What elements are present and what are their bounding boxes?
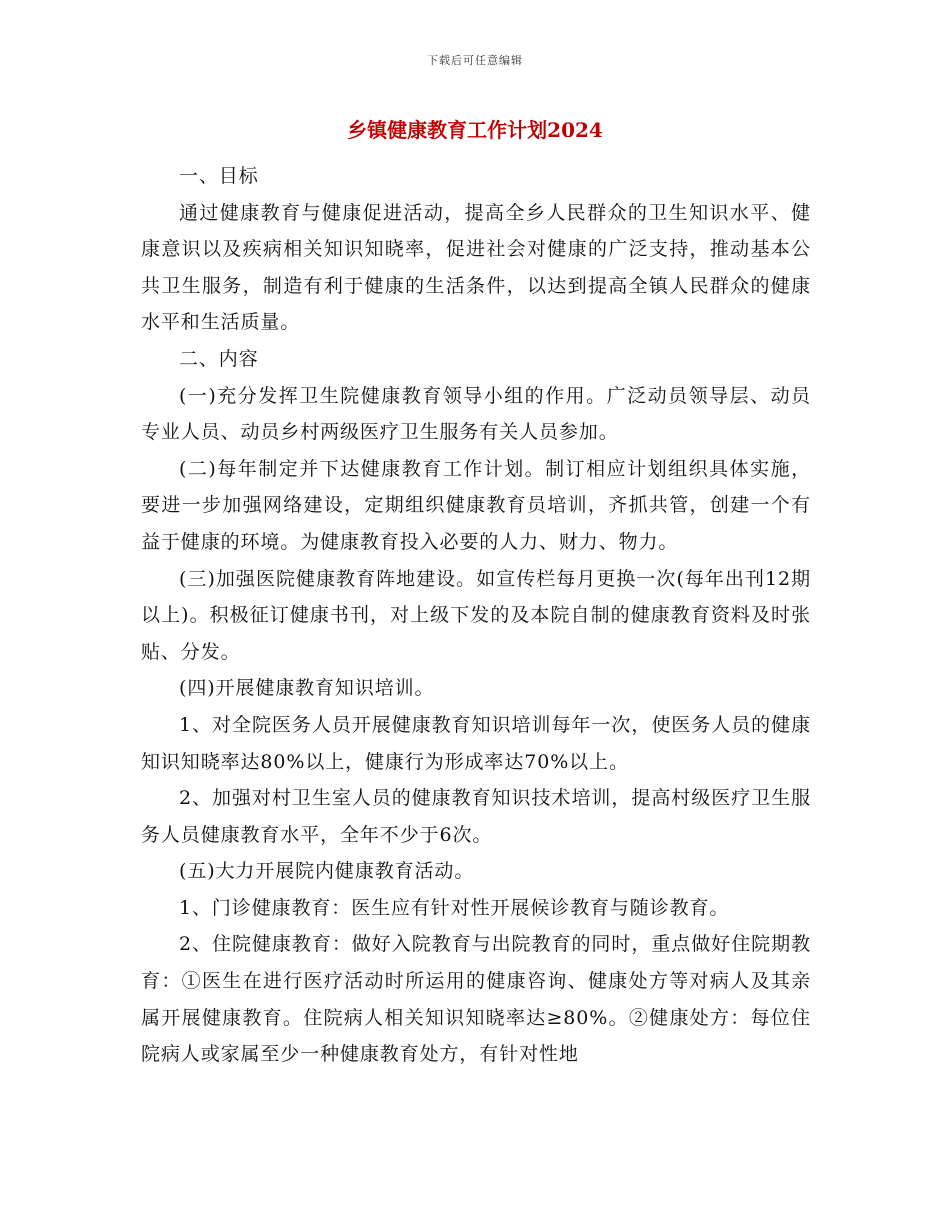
section-heading-goal: 一、目标 <box>179 165 259 187</box>
section-heading-content: 二、内容 <box>179 347 259 370</box>
document-body <box>141 158 811 1073</box>
paragraph-item-3: (三)加强医院健康教育阵地建设。如宣传栏每月更换一次(每年出刊12期以上)。积极征订健康书刊，对上级下发的及本院自制的健康教育资料及时张贴、分发。 <box>141 567 811 663</box>
paragraph-item-5: (五)大力开展院内健康教育活动。 <box>179 860 475 883</box>
paragraph-item-2: (二)每年制定并下达健康教育工作计划。制订相应计划组织具体实施，要进一步加强网络建设，定期组织健康教育员培训，齐抓共管，创建一个有益于健康的环境。为健康教育投入必要的人力、财力、物力。 <box>141 457 811 553</box>
paragraph-goal: 通过健康教育与健康促进活动，提高全乡人民群众的卫生知识水平、健康意识以及疾病相关知识知晓率，促进社会对健康的广泛支持，推动基本公共卫生服务，制造有利于健康的生活条件，以达到提高全镇人民群众的健康水平和生活质量。 <box>141 201 811 334</box>
paragraph-item-4-1: 1、对全院医务人员开展健康教育知识培训每年一次，使医务人员的健康知识知晓率达80%以上，健康行为形成率达70%以上。 <box>141 713 811 773</box>
paragraph-item-1: (一)充分发挥卫生院健康教育领导小组的作用。广泛动员领导层、动员专业人员、动员乡村两级医疗卫生服务有关人员参加。 <box>141 384 811 444</box>
paragraph-item-4: (四)开展健康教育知识培训。 <box>179 677 435 700</box>
paragraph-item-5-2: 2、住院健康教育：做好入院教育与出院教育的同时，重点做好住院期教育：①医生在进行医疗活动时所运用的健康咨询、健康处方等对病人及其亲属开展健康教育。住院病人相关知识知晓率达≥80%。②健康处方：每位住院病人或家属至少一种健康教育处方，有针对性地 <box>141 933 811 1066</box>
paragraph-item-4-2: 2、加强对村卫生室人员的健康教育知识技术培训，提高村级医疗卫生服务人员健康教育水平，全年不少于6次。 <box>141 787 811 846</box>
header-note: 下载后可任意编辑 <box>427 54 523 67</box>
paragraph-item-5-1: 1、门诊健康教育：医生应有针对性开展候诊教育与随诊教育。 <box>179 896 730 919</box>
document-title: 乡镇健康教育工作计划2024 <box>347 118 603 142</box>
